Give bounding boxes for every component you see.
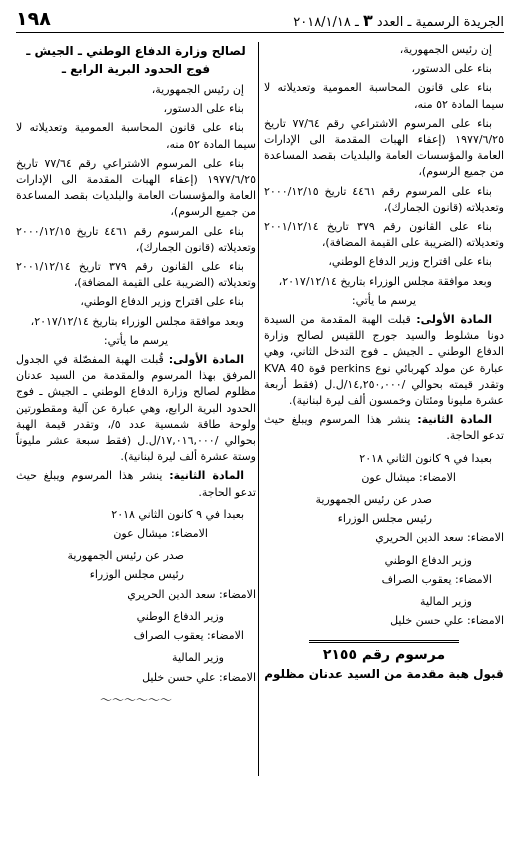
preamble-line: بناء على اقتراح وزير الدفاع الوطني،	[80, 295, 244, 309]
preamble-line: بناء على المرسوم الاشتراعي رقم ٧٧/٦٤ تاريخ ١٩٧٧/٦/٢٥ (إعفاء الهبات المقدمة الى الإدارات العامة والمؤسسات العامة والبلديات بقصد المساعدة من جميع الرسوم)،	[16, 156, 256, 219]
issue-number: ٣	[362, 11, 373, 30]
preamble-line: بناء على القانون رقم ٣٧٩ تاريخ ٢٠٠١/١٢/١٤ وتعديلاته (الضريبة على القيمة المضافة)،	[16, 260, 256, 290]
page-header	[16, 8, 504, 33]
title-line-2: فوج الحدود البرية الرابع ـ	[61, 62, 211, 76]
decrees-line: يرسم ما يأتي:	[103, 333, 169, 347]
finance-signature: الامضاء: علي حسن خليل	[142, 670, 256, 684]
finance-title: وزير المالية	[420, 595, 472, 609]
preamble-line: بناء على قانون المحاسبة العمومية وتعديلاته لا سيما المادة ٥٢ منه،	[264, 81, 504, 111]
date-line: بعبدا في ٩ كانون الثاني ٢٠١٨	[359, 451, 492, 465]
decrees-line: يرسم ما يأتي:	[351, 293, 417, 307]
defense-title: وزير الدفاع الوطني	[384, 553, 472, 567]
article-1-text: قُبلت الهبة المفصّلة في الجدول المرفق بهذا المرسوم والمقدمة من السيد عدنان مظلوم لصالح وزارة الدفاع الوطني ـ الجيش ـ فوج الحدود البرية الرابع، وهي عبارة عن آلية ومقطورتين ولوحة طاقة شمسية عدد ٥/، وتقدر قيمة الهبة بحوالي /١٧,٠١٦,٠٠٠/ل.ل (فقط سبعة عشر مليوناً وستة عشرة ألف ليرة لبنانية).	[16, 353, 256, 464]
pm-title: رئيس مجلس الوزراء	[89, 568, 184, 582]
preamble-line: وبعد موافقة مجلس الوزراء بتاريخ ٢٠١٧/١٢/١٤،	[278, 274, 492, 288]
finance-signature: الامضاء: علي حسن خليل	[390, 614, 504, 628]
preamble-line: بناء على الدستور،	[163, 102, 244, 116]
preamble-line: وبعد موافقة مجلس الوزراء بتاريخ ٢٠١٧/١٢/١٤،	[30, 314, 244, 328]
article-1	[264, 312, 504, 409]
preamble-line: بناء على قانون المحاسبة العمومية وتعديلاته لا سيما المادة ٥٢ منه،	[16, 121, 256, 151]
article-1-text: قبلت الهبة المقدمة من السيدة دونا مشلوط والسيد جورج اللقيس لصالح وزارة الدفاع الوطني ـ الجيش ـ فوج التدخل الثاني، وهي عبارة عن مولد كهربائي نوع perkins قوة 40 KVA وتقدر قيمته بحوالي /١٤,٢٥٠,٠٠٠/ل.ل (فقط أربعة عشرة مليونا ومئتان وخمسون ألف ليرة لبنانية).	[264, 313, 505, 408]
preamble-line: بناء على الدستور،	[411, 62, 492, 76]
preamble-line: بناء على المرسوم الاشتراعي رقم ٧٧/٦٤ تاريخ ١٩٧٧/٦/٢٥ (إعفاء الهبات المقدمة الى الإدارات العامة والمؤسسات العامة والبلديات بقصد المساعدة من جميع الرسوم)،	[264, 116, 504, 179]
pm-title: رئيس مجلس الوزراء	[337, 512, 432, 526]
date-line: بعبدا في ٩ كانون الثاني ٢٠١٨	[111, 507, 244, 521]
article-2-text: ينشر هذا المرسوم ويبلغ حيث تدعو الحاجة.	[264, 413, 504, 443]
journal-heading	[293, 11, 504, 30]
article-2	[16, 468, 256, 500]
journal-title: الجريدة الرسمية ـ العدد	[376, 15, 504, 30]
president-signature: الامضاء: ميشال عون	[361, 470, 456, 484]
article-2-label: المادة الثانية:	[417, 413, 492, 427]
end-ornament: ～～～～～～	[99, 692, 172, 707]
section-divider	[309, 640, 459, 643]
defense-title: وزير الدفاع الوطني	[136, 609, 224, 623]
pm-signature: الامضاء: سعد الدين الحريري	[127, 587, 256, 601]
preamble-line: بناء على المرسوم رقم ٤٤٦١ تاريخ ٢٠٠٠/١٢/١٥ وتعديلاته (قانون الجمارك)،	[16, 224, 256, 254]
title-line-1: لصالح وزارة الدفاع الوطني ـ الجيش ـ	[26, 44, 246, 58]
article-1	[16, 352, 256, 465]
article-1-label: المادة الأولى:	[416, 313, 492, 327]
page-number: ١٩٨	[16, 8, 51, 30]
preamble-line: إن رئيس الجمهورية،	[151, 83, 244, 96]
article-2-text: ينشر هذا المرسوم ويبلغ حيث تدعو الحاجة.	[16, 469, 256, 499]
issue-date: ـ ٢٠١٨/١/١٨	[293, 15, 359, 30]
preamble-line: بناء على المرسوم رقم ٤٤٦١ تاريخ ٢٠٠٠/١٢/١٥ وتعديلاته (قانون الجمارك)،	[264, 184, 504, 214]
next-decree-title: مرسوم رقم ٢١٥٥	[322, 646, 446, 663]
next-decree-subject: قبول هبة مقدمة من السيد عدنان مظلوم	[264, 666, 504, 681]
column-divider	[258, 42, 259, 776]
issued-by: صدر عن رئيس الجمهورية	[67, 549, 184, 563]
left-column	[16, 42, 256, 714]
article-2	[264, 412, 504, 444]
issued-by: صدر عن رئيس الجمهورية	[315, 493, 432, 507]
article-2-label: المادة الثانية:	[169, 469, 244, 483]
right-column	[264, 42, 504, 685]
decree-subject-title	[16, 42, 256, 78]
defense-signature: الامضاء: يعقوب الصراف	[133, 629, 244, 643]
finance-title: وزير المالية	[172, 651, 224, 665]
article-1-label: المادة الأولى:	[168, 353, 244, 367]
defense-signature: الامضاء: يعقوب الصراف	[381, 572, 492, 586]
preamble-line: بناء على اقتراح وزير الدفاع الوطني،	[328, 255, 492, 269]
preamble-line: بناء على القانون رقم ٣٧٩ تاريخ ٢٠٠١/١٢/١٤ وتعديلاته (الضريبة على القيمة المضافة)،	[264, 220, 504, 250]
pm-signature: الامضاء: سعد الدين الحريري	[375, 531, 504, 545]
preamble-line: إن رئيس الجمهورية،	[399, 43, 492, 56]
president-signature: الامضاء: ميشال عون	[113, 527, 208, 541]
